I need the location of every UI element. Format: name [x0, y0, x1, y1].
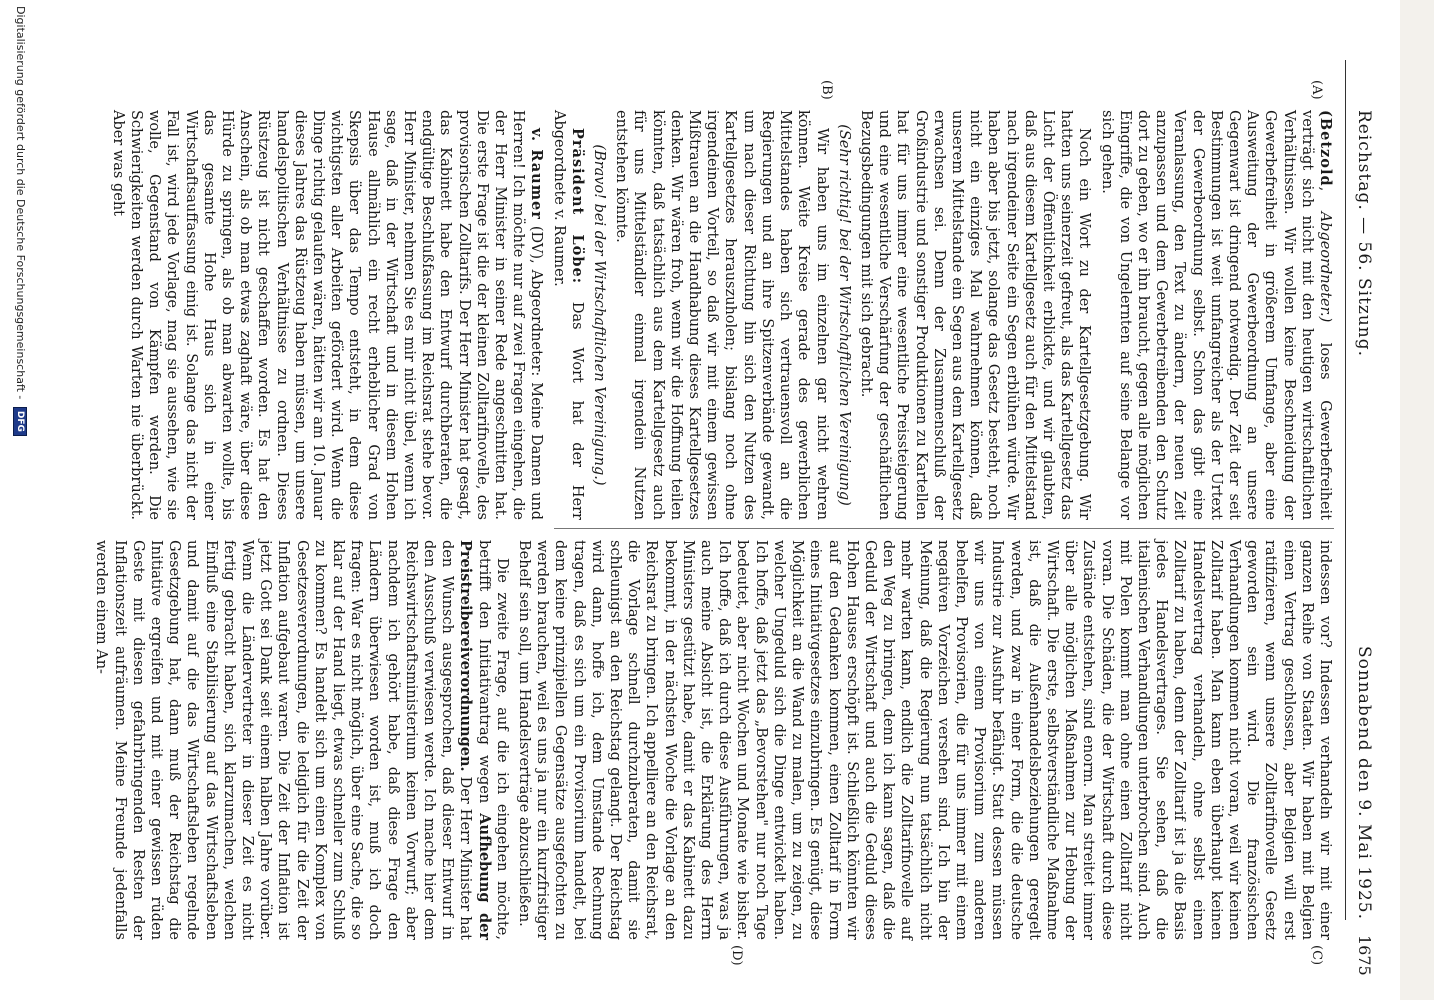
- marker-a: (A): [1309, 80, 1324, 100]
- paragraph: Noch ein Wort zu der Kartellgesetzgebung. Wir hatten uns seinerzeit gefreut, als das Kartellgesetz das Licht der Öffentlichkeit erblickte, und wir glaubten, daß aus diesem Kartellgesetz auch für den Mittelstand nach irgendeiner Seite ein Segen erblühen würde. Wir haben aber bis jetzt, solange das Gesetz besteht, noch nicht ein einziges Mal wahrnehmen können, daß unserem Mittelstande ein Segen aus dem Kartellgesetz erwachsen sei. Denn der Zusammenschluß der Großindustrie und sonstiger Produktionen zu Kartellen hat für uns immer eine wesentliche Preissteigerung und eine wesentliche Verschärfung der geschäftlichen Bezugsbedingungen mit sich gebracht.: [857, 110, 1093, 520]
- interjection: (Bravo! bei der Wirtschaftlichen Vereinigung.): [591, 144, 608, 486]
- page-header: [1350, 50, 1374, 950]
- paragraph-text: Die zweite Frage, auf die ich eingehen möchte, betrifft den Initiativantrag wegen: [475, 540, 510, 940]
- paragraph: Wir haben uns im einzelnen gar nicht wehren können. Weite Kreise gerade des gewerblichen Mittelstandes haben sich vertrauensvoll an die Regierungen und an ihre Spitzenverbände gewandt, um nach dieser Richtung hin sich den Nutzen des Kartellgesetzes herauszuholen; bislang noch ohne irgendeinen Vorteil, so daß wir mit einem gewissen Mißtrauen an die Handhabung dieses Kartellgesetzes denken. Wir wären froh, wenn wir die Hoffnung teilen könnten, daß tatsächlich aus dem Kartellgesetz auch für uns Mittelständler einmal irgendein Nutzen entstehen könnte.: [613, 110, 830, 520]
- paragraph-text: Das Wort hat der Herr Abgeordnete v. Raumer.: [550, 110, 585, 520]
- header-date: Sonnabend den 9. Mai 1925.: [1354, 645, 1374, 920]
- speaker-name: Präsident Löbe:: [568, 128, 586, 285]
- header-title: Reichstag. — 56. Sitzung.: [1354, 110, 1374, 358]
- paragraph-text: (DV), Abgeordneter: Meine Damen und Herren! Ich möchte nur auf zwei Fragen eingehen, die der Herr Minister in seiner Rede angeschnitten hat. Die erste Frage ist die der kleinen Zolltarifnovelle, des provisorischen Zolltarifs. Der Herr Minister hat gesagt, das Kabinett habe den Entwurf durchberaten, die endgültige Beschlußfassung im Reichsrat stehe bevor. Herr Minister, nehmen Sie es mir nicht übel, wenn ich sage, daß in der Wirtschaft und in diesem Hohen Hause allmählich ein recht erheblicher Grad von Skepsis über das Tempo entsteht, in dem diese wichtigsten aller Arbeiten gefördert wird. Wenn die Dinge richtig gelaufen wären, hätten wir am 10. Januar dieses Jahres das Rüstzeug haben müssen, um unsere handelspolitischen Verhältnisse zu ordnen. Dieses Rüstzeug ist nicht geschaffen worden. Es hat den Anschein, als ob man etwas zaghaft wäre, über diese Hürde zu springen, als ob man abwarten wollte, bis das gesamte Hohe Haus sich in einer Wirtschaftsauffassung einig ist. Solange das nicht der Fall ist, wird jede Vorlage, mag sie aussehen, wie sie wolle, Gegenstand von Kämpfen werden. Die Schwierigkeiten werden durch Warten nie überbrückt. Aber was geht: [109, 110, 545, 521]
- paragraph: [92, 540, 511, 940]
- speaker-name: (Betzold: [1317, 110, 1334, 187]
- marker-b: (B): [819, 80, 834, 100]
- header-rule: [1345, 60, 1346, 920]
- funding-note: [13, 6, 27, 436]
- interjection: (Sehr richtig! bei der Wirtschaftlichen Vereinigung): [835, 124, 852, 506]
- page-number: 1675: [1355, 935, 1374, 976]
- speaker-role: Abgeordneter.): [1317, 211, 1333, 323]
- paragraph: [109, 110, 546, 520]
- paragraph-text: Der Herr Minister hat den Wunsch ausgesprochen, daß dieser Entwurf in den Ausschuß verwiesen werde. Ich mache hier dem Reichswirtschaftsministerium keinen Vorwurf; aber nachdem ich gehört habe, daß diese Frage den Ländern überwiesen worden ist, muß ich doch fragen: War es nicht möglich, über eine Sache, die so klar auf der Hand liegt, etwas schneller zum Schluß zu kommen? Es handelt sich um einen Komplex von Gesetzesverordnungen, die lediglich für die Zeit der Inflation aufgebaut waren. Die Zeit der Inflation ist jetzt Gott sei Dank seit einem halben Jahre vorüber. Wenn die Ländervertreter in dieser Zeit es nicht fertig gebracht haben, sich klarzumachen, welchen Einfluß eine Stabilisierung auf das Wirtschaftsleben und damit auf die das Wirtschaftsleben regelnde Gesetzgebung hat, dann muß der Reichstag die Initiative ergreifen und mit einer gewissen rüden Geste mit diesen gefahrbringenden Resten der Inflationszeit aufräumen. Meine Freunde jedenfalls werden einem An-: [93, 540, 474, 941]
- paragraph: indessen vor? Indessen verhandeln wir mit einer ganzen Reihe von Staaten. Wir haben mit Belgien einen Vertrag geschlossen, aber Belgien will erst ratifizieren, wenn unsere Zolltarifnovelle Gesetz geworden sein wird. Die französischen Verhandlungen kommen nicht voran, weil wir keinen Zolltarif haben. Man kann eben überhaupt keinen Handelsvertrag verhandeln, ohne selbst einen Zolltarif zu haben, denn der Zolltarif ist ja die Basis jedes Handelsvertrages. Sie sehen, daß die italienischen Verhandlungen unterbrochen sind. Auch mit Polen kommt man ohne einen Zolltarif nicht voran. Die Schäden, die der Wirtschaft durch diese Zustände entstehen, sind enorm. Man streitet immer über alle möglichen Maßnahmen zur Hebung der Wirtschaft. Die erste, selbstverständliche Maßnahme ist, daß die Außenhandelsbeziehungen geregelt werden, und zwar in einer Form, die die deutsche Industrie zur Ausfuhr befähigt. Statt dessen müssen wir uns von einem Provisorium zum anderen behelfen, Provisorien, die für uns immer mit einem negativen Vorzeichen versehen sind. Ich bin der Meinung, daß die Regierung nun tatsächlich nicht mehr warten kann, endlich die Zolltarifnovelle auf den Weg zu bringen, denn ich kann sagen, daß die Geduld der Wirtschaft und auch die Geduld dieses Hohen Hauses erschöpft ist. Schließlich könnten wir auf den Gedanken kommen, einen Zolltarif in Form eines Initiativgesetzes einzubringen. Es genügt, diese Möglichkeit an die Wand zu malen, um zu zeigen, zu welcher Ungeduld sich die Dinge entwickelt haben. Ich hoffe, daß jetzt das „Bevorstehen" nur noch Tage bedeutet, aber nicht Wochen und Monate wie bisher. Ich hoffe, daß ich durch diese Ausführungen, was ja auch meine Absicht ist, die Erklärung des Herrn Ministers gestützt habe, damit er das Kabinett dazu bekommt, in der nächsten Woche die Vorlage an den Reichsrat zu bringen. Ich appelliere an den Reichsrat, die Vorlage schnell durchzuberaten, damit sie schleunigst an den Reichstag gelangt. Der Reichstag wird dann, hoffe ich, dem Umstande Rechnung tragen, daß es sich um ein Provisorium handelt, bei dem keine prinzipiellen Gegensätze ausgefochten zu werden brauchen, weil es uns ja nur ein kurzfristiger Behelf sein soll, um Handelsverträge abzuschließen.: [516, 540, 1333, 940]
- left-column: [105, 110, 1334, 520]
- scan-margin: [1400, 0, 1434, 1000]
- paragraph: [549, 110, 585, 520]
- paragraph-text: loses Gewerbefreiheit verträgt sich nicht mit den heutigen wirtschaftlichen Verhältnissen. Wir wollen keine Beschneidung der Gewerbefreiheit in größerem Umfange, aber eine Ausweitung der Gewerbeordnung an unsere Gegenwart ist dringend notwendig. Der Zeit der seit Bestimmungen ist weit umfangreicher als der Urtext der Gewerbeordnung selbst. Schon das gibt eine Veranlassung, den Text zu ändern, der neuen Zeit anzupassen und dem Gewerbetreibenden den Schutz dort zu geben, wo er ihn braucht, gegen alle möglichen Eingriffe, die von Ungelernten auf seine Belange vor sich gehen.: [1098, 110, 1333, 521]
- funding-text: Digitalisierung gefördert durch die Deutsche Forschungsgemeinschaft -: [14, 6, 27, 400]
- emphasis-term: Aufhebung der Preistreibereiverordnungen.: [457, 540, 493, 940]
- speaker-name: v. Raumer: [528, 128, 546, 220]
- right-column: [88, 540, 1334, 940]
- marker-d: (D): [729, 945, 744, 966]
- paragraph: (Betzold, Abgeordneter.) loses Gewerbefreiheit verträgt sich nicht mit den heutigen wirtschaftlichen Verhältnissen. Wir wollen keine Beschneidung der Gewerbefreiheit in größerem Umfange, aber eine Ausweitung der Gewerbeordnung an unsere Gegenwart ist dringend notwendig. Der Zeit der seit Bestimmungen ist weit umfangreicher als der Urtext der Gewerbeordnung selbst. Schon das gibt eine Veranlassung, den Text zu ändern, der neuen Zeit anzupassen und dem Gewerbetreibenden den Schutz dort zu geben, wo er ihn braucht, gegen alle möglichen Eingriffe, die von Ungelernten auf seine Belange vor sich gehen.: [1098, 110, 1334, 521]
- scan-footer: [0, 0, 34, 1000]
- marker-c: (C): [1309, 945, 1324, 966]
- column-rule: [554, 528, 1334, 529]
- dfg-logo: DFG: [13, 407, 27, 436]
